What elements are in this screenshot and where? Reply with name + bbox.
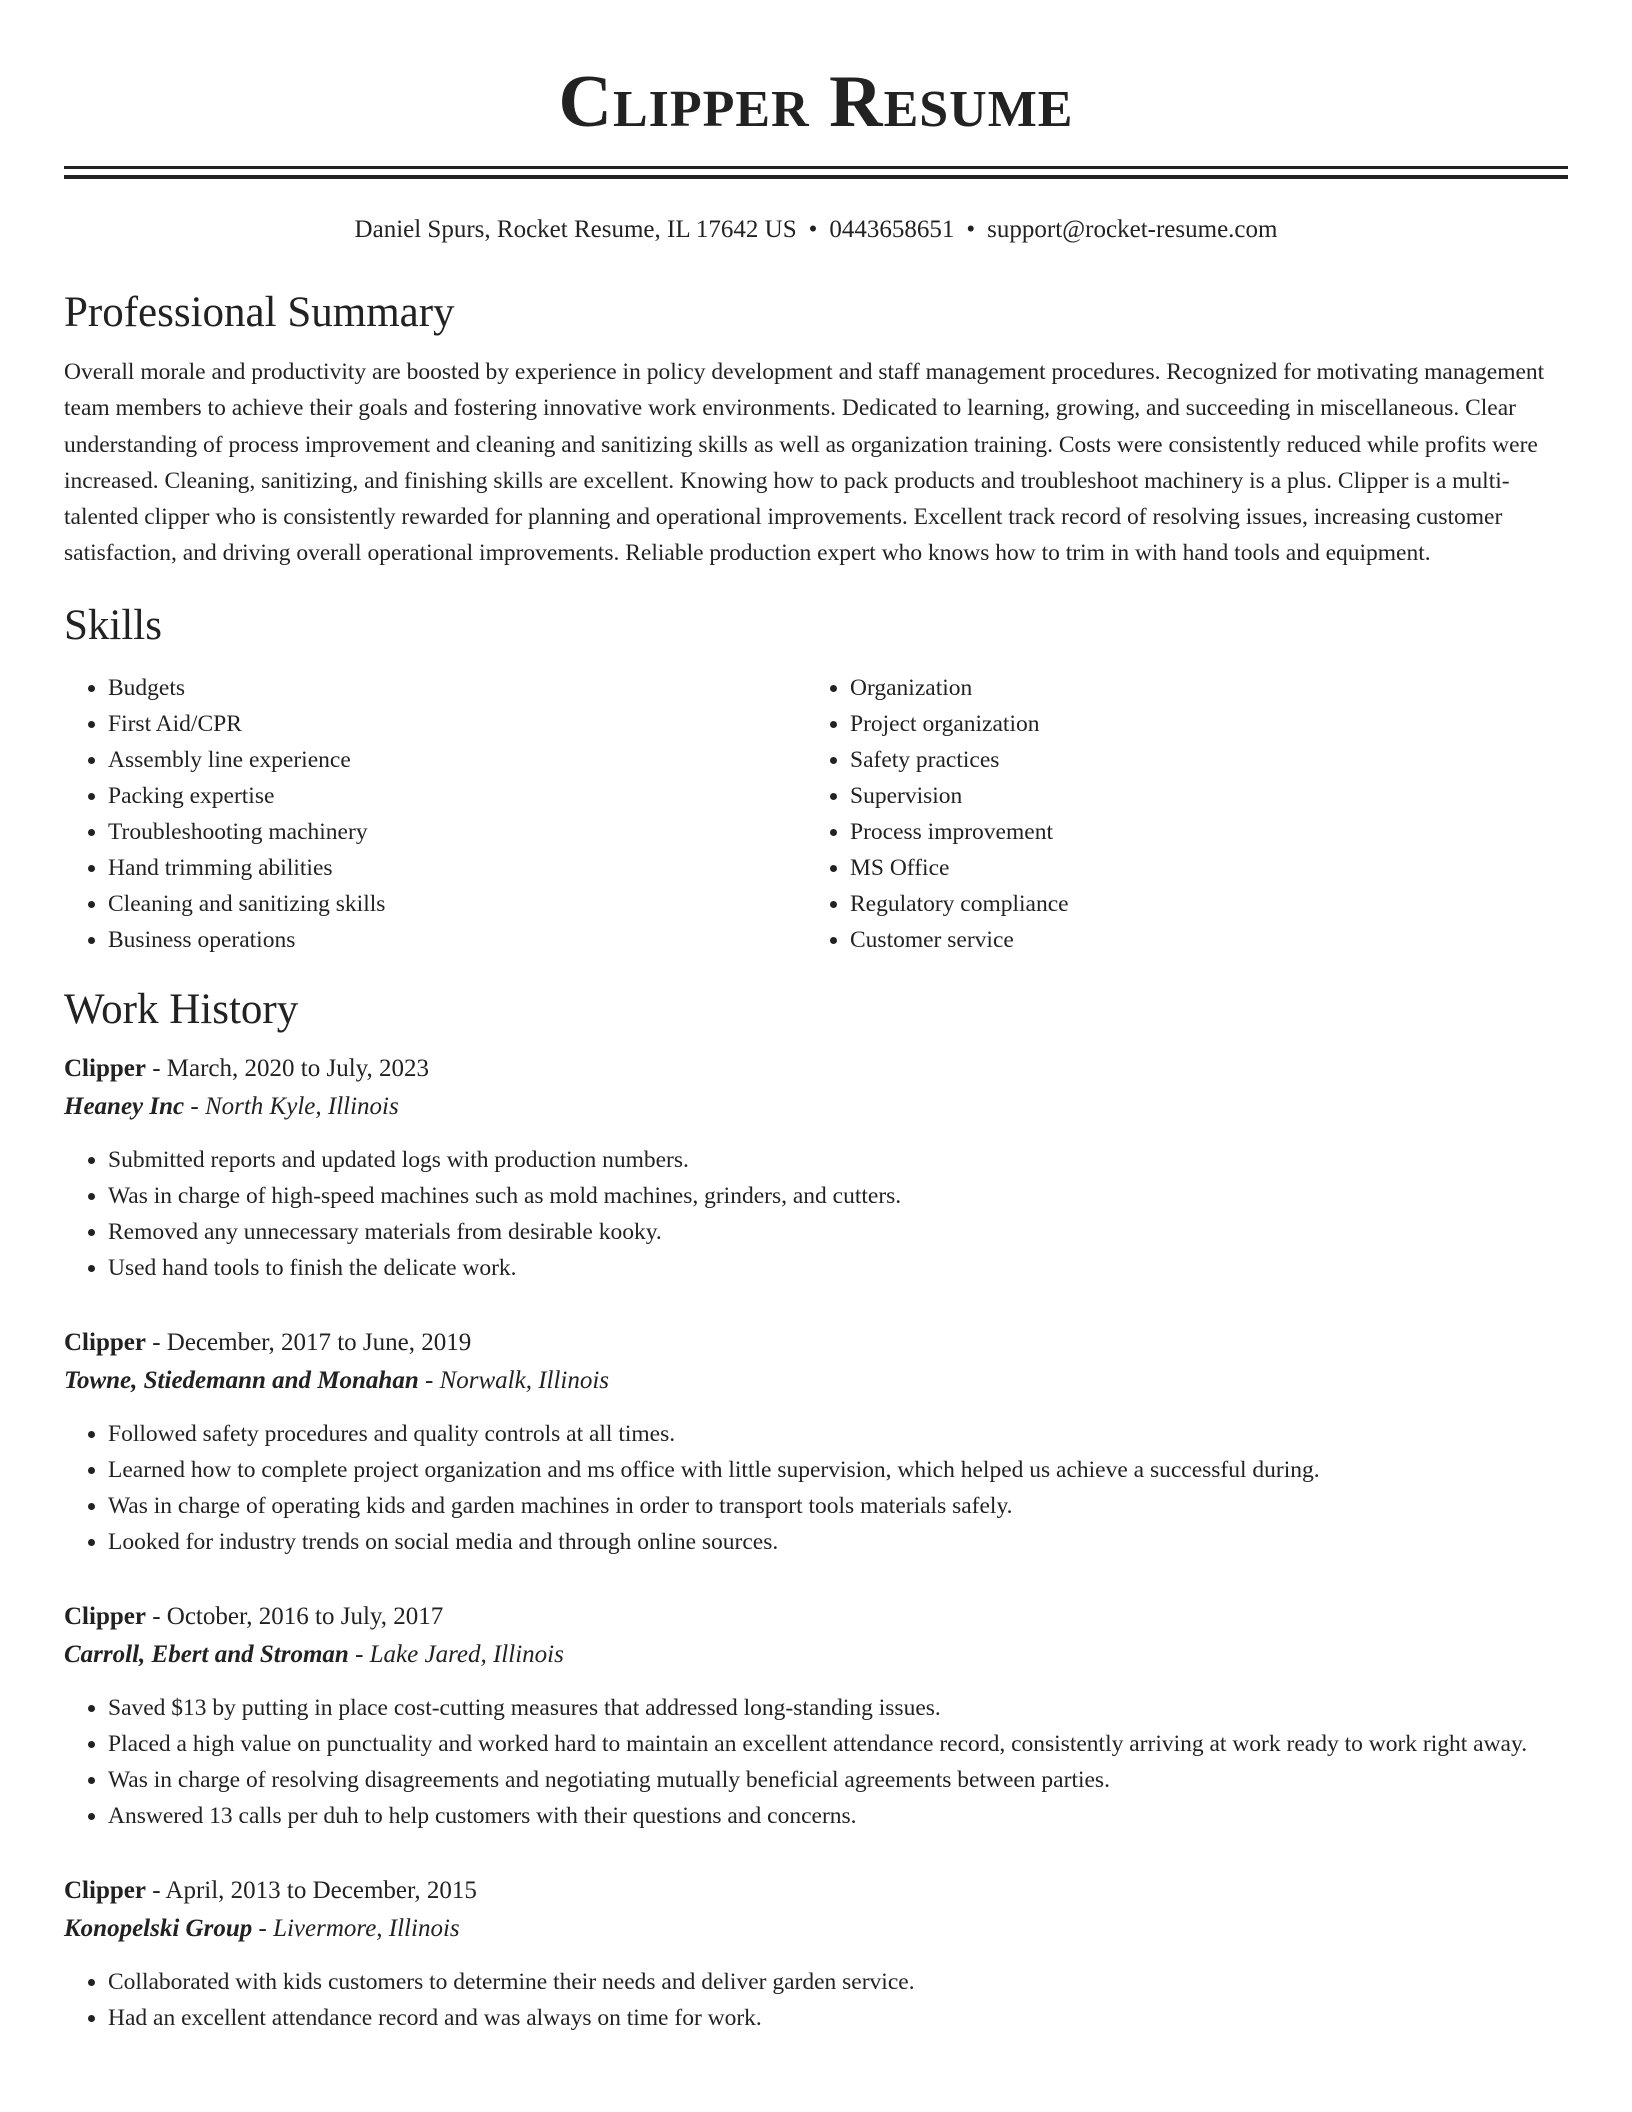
job-bullet: • Collaborated with kids customers to determine their needs and deliver garden service.	[108, 1964, 1568, 2000]
contact-phone: 0443658651	[829, 216, 955, 243]
skill-item: • Project organization	[850, 706, 1548, 742]
job-bullet: • Saved $13 by putting in place cost-cutting measures that addressed long-standing issues.	[108, 1690, 1568, 1726]
contact-email: support@rocket-resume.com	[987, 216, 1278, 243]
job-dates: April, 2013 to December, 2015	[165, 1876, 477, 1904]
skill-item: • Regulatory compliance	[850, 886, 1548, 922]
skills-heading: Skills	[64, 601, 162, 649]
skill-item: • Assembly line experience	[108, 742, 806, 778]
skill-item: • Process improvement	[850, 814, 1548, 850]
job-bullet: • Learned how to complete project organization and ms office with little supervision, which helped us achieve a successful during.	[108, 1452, 1568, 1488]
skill-item: • First Aid/CPR	[108, 706, 806, 742]
contact-separator: •	[808, 216, 818, 243]
job-location: Lake Jared, Illinois	[369, 1640, 564, 1668]
title-divider-top	[64, 166, 1568, 169]
job-company: Konopelski Group	[64, 1914, 253, 1942]
summary-heading: Professional Summary	[64, 289, 455, 336]
job-bullet: • Was in charge of high-speed machines such as mold machines, grinders, and cutters.	[108, 1178, 1568, 1214]
job-bullets	[64, 1416, 1568, 1560]
skill-item: • Packing expertise	[108, 778, 806, 814]
job-bullet: • Had an excellent attendance record and was always on time for work.	[108, 2000, 1568, 2036]
job-header: Clipper - March, 2020 to July, 2023	[64, 1054, 430, 1082]
job-location: Livermore, Illinois	[273, 1914, 460, 1942]
contact-line	[64, 213, 1568, 247]
skill-item: • Budgets	[108, 670, 806, 706]
job-title: Clipper	[64, 1876, 146, 1904]
job-bullet: • Used hand tools to finish the delicate work.	[108, 1250, 1568, 1286]
job-location: North Kyle, Illinois	[204, 1092, 399, 1120]
job-bullet: • Removed any unnecessary materials from desirable kooky.	[108, 1214, 1568, 1250]
job-bullet: • Submitted reports and updated logs with production numbers.	[108, 1142, 1568, 1178]
job-bullet: • Placed a high value on punctuality and worked hard to maintain an excellent attendance record, consistently arriving at work ready to work right away.	[108, 1726, 1568, 1762]
job-bullet: • Looked for industry trends on social media and through online sources.	[108, 1524, 1568, 1560]
skill-item: • Troubleshooting machinery	[108, 814, 806, 850]
job-bullet: • Was in charge of resolving disagreements and negotiating mutually beneficial agreements between parties.	[108, 1762, 1568, 1798]
skill-item: • MS Office	[850, 850, 1548, 886]
job-dates: October, 2016 to July, 2017	[166, 1602, 444, 1630]
skills-column-left	[64, 670, 806, 958]
job-location: Norwalk, Illinois	[439, 1366, 610, 1394]
skill-item: • Business operations	[108, 922, 806, 958]
job-company: Carroll, Ebert and Stroman	[64, 1640, 349, 1668]
job-title: Clipper	[64, 1602, 146, 1630]
job-entry	[64, 1872, 1568, 2036]
summary-text: Overall morale and productivity are boosted by experience in policy development and staff management procedures. Recognized for motivating management team members to achieve their goals and fostering innovative work environments. Dedicated to learning, growing, and succeeding in miscellaneous. Clear understanding of process improvement and cleaning and sanitizing skills as well as organization training. Costs were consistently reduced while profits were increased. Cleaning, sanitizing, and finishing skills are excellent. Knowing how to pack products and troubleshoot machinery is a plus. Clipper is a multi-talented clipper who is consistently rewarded for planning and operational improvements. Excellent track record of resolving issues, increasing customer satisfaction, and driving overall operational improvements. Reliable production expert who knows how to trim in with hand tools and equipment.	[64, 359, 1545, 567]
job-entry	[64, 1050, 1568, 1286]
job-bullet: • Was in charge of operating kids and garden machines in order to transport tools materials safely.	[108, 1488, 1568, 1524]
job-title: Clipper	[64, 1054, 146, 1082]
job-company: Towne, Stiedemann and Monahan	[64, 1366, 419, 1394]
contact-separator: •	[966, 216, 976, 243]
job-company: Heaney Inc	[64, 1092, 185, 1120]
skill-item: • Supervision	[850, 778, 1548, 814]
job-entry	[64, 1598, 1568, 1834]
job-bullets	[64, 1964, 1568, 2036]
job-header: Clipper - December, 2017 to June, 2019	[64, 1328, 472, 1356]
skill-item: • Hand trimming abilities	[108, 850, 806, 886]
job-header: Clipper - April, 2013 to December, 2015	[64, 1876, 477, 1904]
job-bullet: • Answered 13 calls per duh to help customers with their questions and concerns.	[108, 1798, 1568, 1834]
skill-item: • Cleaning and sanitizing skills	[108, 886, 806, 922]
job-dates: March, 2020 to July, 2023	[166, 1054, 430, 1082]
job-company-line: Heaney Inc - North Kyle, Illinois	[64, 1092, 399, 1120]
skill-item: • Organization	[850, 670, 1548, 706]
title-divider-bottom	[64, 175, 1568, 179]
page-title: Clipper Resume	[558, 61, 1074, 143]
job-header: Clipper - October, 2016 to July, 2017	[64, 1602, 444, 1630]
job-company-line: Carroll, Ebert and Stroman - Lake Jared, Illinois	[64, 1640, 564, 1668]
job-entry	[64, 1324, 1568, 1560]
skills-column-right	[806, 670, 1548, 958]
job-title: Clipper	[64, 1328, 146, 1356]
contact-address: Daniel Spurs, Rocket Resume, IL 17642 US	[354, 216, 797, 243]
job-company-line: Towne, Stiedemann and Monahan - Norwalk, Illinois	[64, 1366, 610, 1394]
skill-item: • Safety practices	[850, 742, 1548, 778]
skill-item: • Customer service	[850, 922, 1548, 958]
job-bullets	[64, 1690, 1568, 1834]
work-history-heading: Work History	[64, 985, 299, 1033]
job-bullet: • Followed safety procedures and quality controls at all times.	[108, 1416, 1568, 1452]
job-company-line: Konopelski Group - Livermore, Illinois	[64, 1914, 460, 1942]
skills-list	[64, 670, 1568, 958]
job-bullets	[64, 1142, 1568, 1286]
job-dates: December, 2017 to June, 2019	[166, 1328, 472, 1356]
resume-page	[64, 0, 1568, 2036]
